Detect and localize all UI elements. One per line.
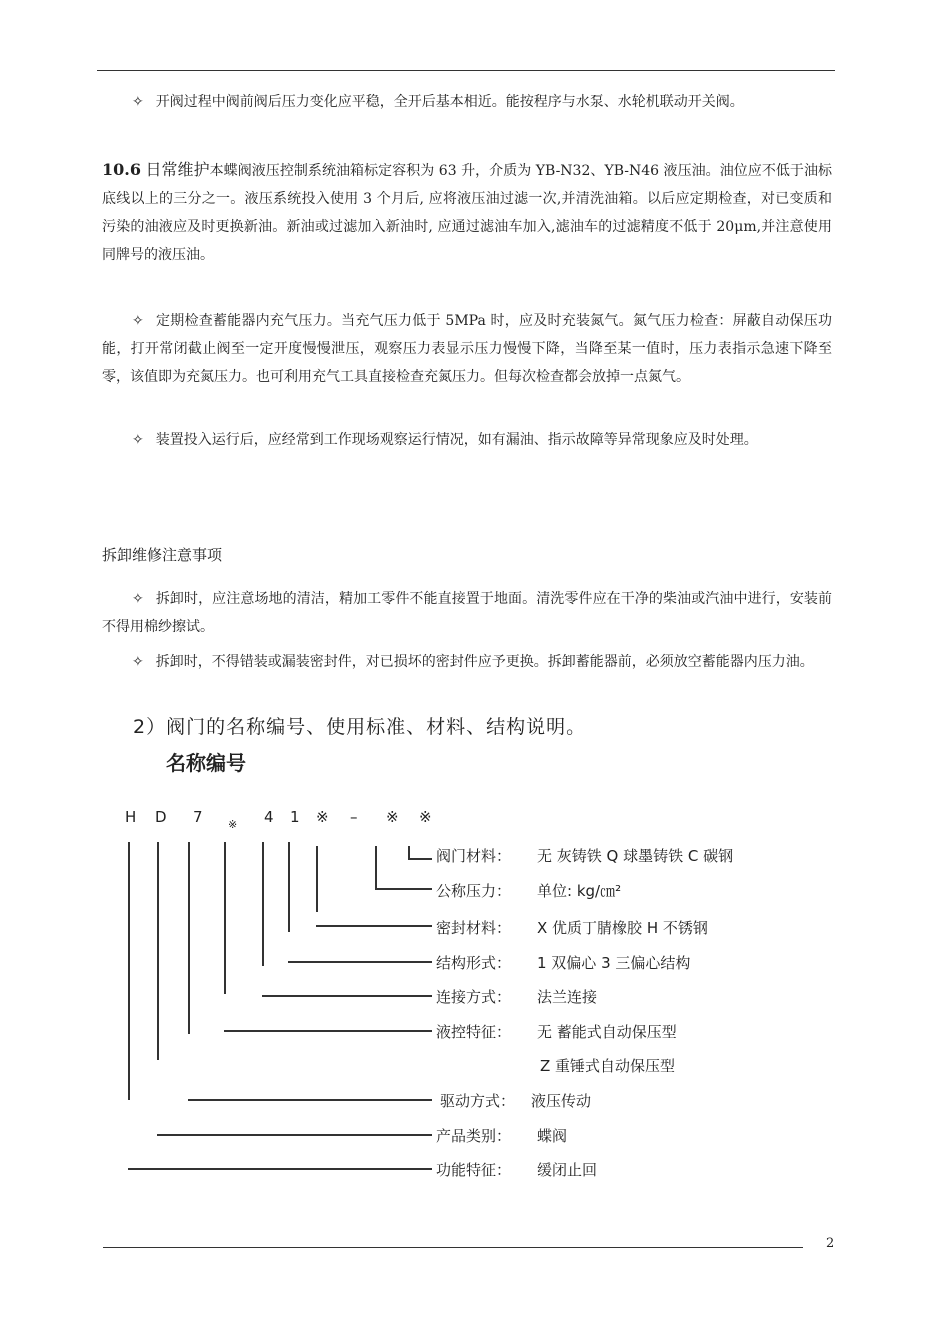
- connector-hline-function: [128, 1168, 432, 1170]
- page-number: 2: [826, 1236, 835, 1251]
- legend-label-connection: 连接方式：: [436, 988, 512, 1006]
- connector-hline-seal: [316, 925, 432, 927]
- code-char-1: 1: [290, 808, 300, 826]
- connector-line-7: [188, 842, 190, 1034]
- paragraph-valve-opening: [102, 88, 832, 116]
- bullet-diamond-icon: ✧: [132, 313, 144, 329]
- legend-value-seal: X 优质丁腈橡胶 H 不锈钢: [537, 919, 708, 937]
- code-char-d: D: [155, 808, 167, 826]
- paragraph-text: 定期检查蓄能器内充气压力。当充气压力低于 5MPa 时，应及时充装氮气。氮气压力检查：屏蔽自动保压功能，打开常闭截止阀至一定开度慢慢泄压，观察压力表显示压力慢慢下降，当降至某一值时，压力表指示急速下降至零，该值即为充氮压力。也可利用充气工具直接检查充氮压力。但每次检查都会放掉一点氮气。: [102, 313, 832, 385]
- paragraph-text: 开阀过程中阀前阀后压力变化应平稳，全开后基本相近。能按程序与水泵、水轮机联动开关阀。: [155, 94, 744, 110]
- code-char-7: 7: [193, 808, 203, 826]
- legend-value-structure: 1 双偏心 3 三偏心结构: [537, 954, 691, 972]
- legend-label-hydraulic: 液控特征：: [436, 1023, 512, 1041]
- paragraph-disassembly-cleanliness: [102, 585, 832, 641]
- paragraph-text: 拆卸时，应注意场地的清洁，精加工零件不能直接置于地面。清洗零件应在干净的柴油或汽油中进行，安装前不得用棉纱擦试。: [102, 591, 832, 635]
- section-daily-maintenance: [102, 156, 832, 269]
- connector-line-mark-2: [316, 846, 318, 912]
- code-char-mark-4: ※: [419, 808, 432, 826]
- connector-line-1: [288, 842, 290, 932]
- legend-label-structure: 结构形式：: [436, 954, 512, 972]
- header-rule: [97, 70, 835, 71]
- legend-label-function: 功能特征：: [436, 1161, 512, 1179]
- naming-title: 名称编号: [166, 751, 246, 775]
- legend-value-function: 缓闭止回: [537, 1161, 598, 1179]
- legend-value-category: 蝶阀: [537, 1127, 568, 1145]
- bullet-diamond-icon: ✧: [132, 654, 144, 670]
- legend-label-seal: 密封材料：: [436, 919, 512, 937]
- connector-hline-material: [408, 858, 432, 860]
- disassembly-title: 拆卸维修注意事项: [102, 546, 223, 564]
- legend-label-material: 阀门材料：: [436, 847, 512, 865]
- connector-hline-structure: [288, 961, 432, 963]
- section-number: 10.6: [102, 160, 141, 179]
- legend-label-pressure: 公称压力：: [436, 882, 512, 900]
- connector-hline-category: [157, 1134, 432, 1136]
- legend-label-category: 产品类别：: [436, 1127, 512, 1145]
- legend-value-hydraulic-alt: Z 重锤式自动保压型: [540, 1057, 676, 1075]
- paragraph-text: 拆卸时，不得错装或漏装密封件，对已损坏的密封件应予更换。拆卸蓄能器前，必须放空蓄能器内压力油。: [155, 654, 814, 670]
- paragraph-accumulator-check: [102, 307, 832, 391]
- connector-hline-drive: [188, 1099, 432, 1101]
- connector-hline-pressure: [375, 888, 432, 890]
- code-char-4: 4: [264, 808, 274, 826]
- connector-hline-connection: [262, 995, 432, 997]
- section-text: 本蝶阀液压控制系统油箱标定容积为 63 升，介质为 YB-N32、YB-N46 液压油。油位应不低于油标底线以上的三分之一。液压系统投入使用 3 个月后, 应将液压油过滤一次,并清洗油箱。以后应定期检查，对已变质和污染的油液应及时更换新油。新油或过滤加入新油时, 应通过滤油车加入,滤油车的过滤精度不低于 20μm,并注意使用同牌号的液压油。: [102, 163, 832, 263]
- code-char-dash: –: [350, 808, 358, 826]
- legend-value-drive: 液压传动: [531, 1092, 592, 1110]
- paragraph-operation-watch: [102, 426, 832, 454]
- paragraph-text: 装置投入运行后，应经常到工作现场观察运行情况，如有漏油、指示故障等异常现象应及时处理。: [155, 432, 758, 448]
- section-title: 日常维护: [145, 160, 210, 179]
- paragraph-disassembly-seals: [102, 648, 832, 676]
- connector-line-mark-1: [224, 842, 226, 994]
- code-char-h: H: [125, 808, 137, 826]
- connector-line-d: [157, 842, 159, 1060]
- footer-rule: [103, 1247, 803, 1248]
- legend-value-connection: 法兰连接: [537, 988, 598, 1006]
- legend-value-pressure: 单位: kg/㎝²: [537, 882, 622, 900]
- connector-line-h: [128, 842, 130, 1100]
- bullet-diamond-icon: ✧: [132, 94, 144, 110]
- legend-label-drive: 驱动方式：: [440, 1092, 516, 1110]
- bullet-diamond-icon: ✧: [132, 432, 144, 448]
- connector-hline-control: [224, 1030, 432, 1032]
- section-2-title: 2）阀门的名称编号、使用标准、材料、结构说明。: [133, 716, 587, 738]
- connector-line-mark-3: [375, 846, 377, 888]
- connector-line-4: [262, 842, 264, 966]
- legend-value-material: 无 灰铸铁 Q 球墨铸铁 C 碳钢: [537, 847, 734, 865]
- legend-value-hydraulic: 无 蓄能式自动保压型: [537, 1023, 677, 1041]
- bullet-diamond-icon: ✧: [132, 591, 144, 607]
- code-char-mark-2: ※: [316, 808, 329, 826]
- code-char-mark-1: ※: [228, 818, 238, 831]
- code-char-mark-3: ※: [386, 808, 399, 826]
